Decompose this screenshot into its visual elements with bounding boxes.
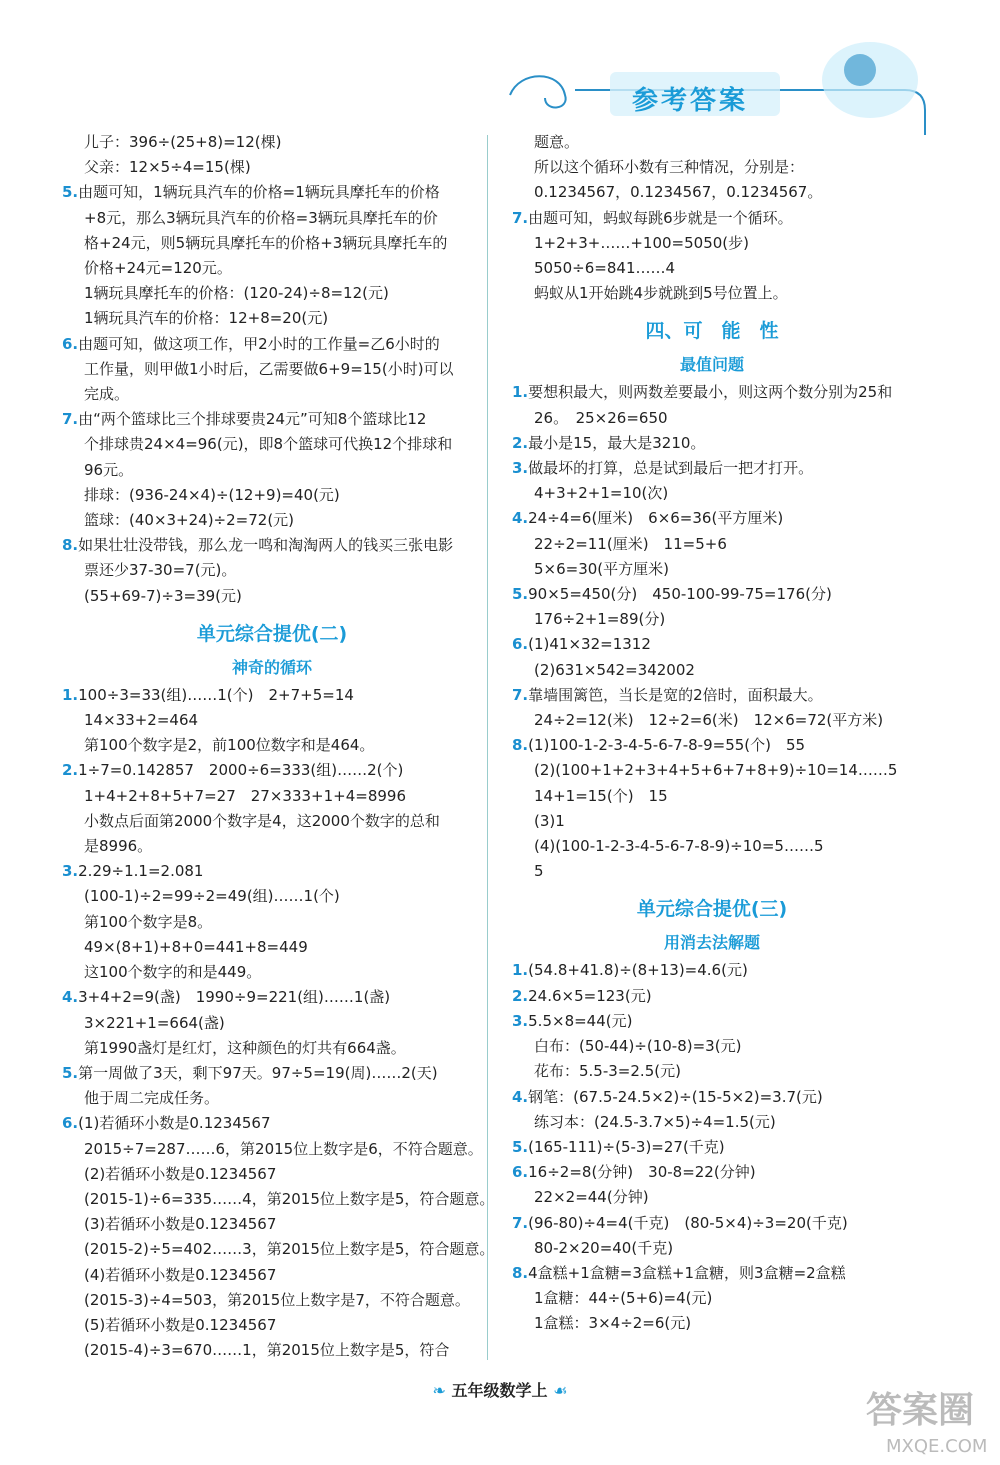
footer-label: 五年级数学上 <box>451 1381 548 1400</box>
answer-item <box>62 683 482 708</box>
answer-line: 5050÷6=841……4 <box>534 259 676 278</box>
item-text: (96-80)÷4=4(千克) (80-5×4)÷3=20(千克) <box>528 1213 848 1232</box>
answer-line: 0.1234567，0.1234567，0.1234567。 <box>534 183 823 202</box>
answer-line: 1+2+3+……+100=5050(步) <box>534 233 749 252</box>
item-number: 2. <box>512 986 529 1005</box>
page-header <box>0 0 1000 135</box>
answer-item <box>62 758 482 783</box>
answer-item <box>62 407 482 432</box>
item-number: 3. <box>62 862 79 881</box>
answer-line: 5 <box>534 862 544 881</box>
section-title: 四、可 能 性 <box>645 320 779 343</box>
answer-line: (4)(100-1-2-3-4-5-6-7-8-9)÷10=5……5 <box>534 837 824 856</box>
answer-line: 题意。 <box>534 133 580 151</box>
item-text: (1)若循环小数是0.1234567 <box>78 1114 271 1133</box>
item-number: 4. <box>512 509 529 528</box>
item-number: 1. <box>512 383 529 402</box>
item-text: 要想积最大，则两数差要最小，则这两个数分别为25和 <box>528 383 893 402</box>
item-text: 靠墙围篱笆，当长是宽的2倍时，面积最大。 <box>528 685 823 704</box>
answer-line: 1+4+2+8+5+7=27 27×333+1+4=8996 <box>84 786 407 805</box>
item-text: 4盒糕+1盒糖=3盒糕+1盒糖，则3盒糖=2盒糕 <box>528 1263 846 1282</box>
item-text: (1)100-1-2-3-4-5-6-7-8-9=55(个) 55 <box>528 736 806 755</box>
svg-text:MXQE.COM: MXQE.COM <box>886 1436 988 1457</box>
item-number: 6. <box>62 334 79 353</box>
answer-line: 第1990盏灯是红灯，这种颜色的灯共有664盏。 <box>84 1038 406 1057</box>
item-text: 90×5=450(分) 450-100-99-75=176(分) <box>528 585 832 604</box>
answer-line: 格+24元，则5辆玩具摩托车的价格+3辆玩具摩托车的 <box>84 233 448 252</box>
answer-line: (2)若循环小数是0.1234567 <box>84 1164 277 1183</box>
item-number: 5. <box>512 1137 529 1156</box>
answer-item <box>512 380 912 405</box>
answer-item <box>62 1061 482 1086</box>
item-text: 由题可知，蚂蚁每跳6步就是一个循环。 <box>528 208 793 227</box>
answer-line: 第100个数字是2，前100位数字和是464。 <box>84 736 375 755</box>
answer-item <box>512 431 912 456</box>
answer-line: 1辆玩具摩托车的价格：(120-24)÷8=12(元) <box>84 284 389 303</box>
answer-item <box>62 985 482 1010</box>
answer-line: 完成。 <box>84 385 130 404</box>
item-text: 第一周做了3天，剩下97天。97÷5=19(周)……2(天) <box>78 1063 438 1082</box>
answer-line: 儿子：396÷(25+8)=12(棵) <box>84 133 282 151</box>
answer-line: (100-1)÷2=99÷2=49(组)……1(个) <box>84 887 340 906</box>
answer-line: (2)631×542=342002 <box>534 660 695 679</box>
answer-line: 篮球：(40×3+24)÷2=72(元) <box>84 511 295 530</box>
svg-text:答案圈: 答案圈 <box>866 1390 975 1431</box>
item-number: 6. <box>512 1163 529 1182</box>
item-text: 100÷3=33(组)……1(个) 2+7+5=14 <box>78 685 354 704</box>
right-column <box>512 130 912 1337</box>
answer-line: 26。 25×26=650 <box>534 408 668 427</box>
answer-item <box>62 859 482 884</box>
watermark-logo <box>860 1372 1000 1461</box>
answer-line: 1辆玩具汽车的价格：12+8=20(元) <box>84 309 329 328</box>
answer-line: 所以这个循环小数有三种情况，分别是： <box>534 158 805 177</box>
answer-line: 价格+24元=120元。 <box>84 259 232 278</box>
answer-line: (4)若循环小数是0.1234567 <box>84 1265 277 1284</box>
left-column <box>62 130 495 1363</box>
section-title: 单元综合提优(三) <box>636 898 788 921</box>
item-text: 2.29÷1.1=2.081 <box>78 862 204 881</box>
answer-line: 22×2=44(分钟) <box>534 1188 649 1207</box>
answer-line: 1盒糖：44÷(5+6)=4(元) <box>534 1289 713 1308</box>
item-text: 24.6×5=123(元) <box>528 986 652 1005</box>
page-footer <box>0 1378 1000 1401</box>
item-number: 7. <box>512 1213 529 1232</box>
subsection-title: 用消去法解题 <box>663 933 760 953</box>
answer-line: 父亲：12×5÷4=15(棵) <box>84 158 251 177</box>
item-number: 5. <box>512 585 529 604</box>
answer-item <box>62 332 482 357</box>
answer-line: 2015÷7=287……6，第2015位上数字是6，不符合题意。 <box>84 1139 483 1158</box>
answer-item <box>512 683 912 708</box>
item-number: 8. <box>512 736 529 755</box>
item-number: 7. <box>512 685 529 704</box>
answer-line: 4+3+2+1=10(次) <box>534 484 669 503</box>
answer-line: 1盒糕：3×4÷2=6(元) <box>534 1314 692 1333</box>
answer-line: (5)若循环小数是0.1234567 <box>84 1315 277 1334</box>
header-decoration <box>0 0 1000 135</box>
answer-item <box>512 632 912 657</box>
item-text: 做最坏的打算，总是试到最后一把才打开。 <box>528 459 814 478</box>
answer-line: 49×(8+1)+8+0=441+8=449 <box>84 937 308 956</box>
answer-item <box>512 456 912 481</box>
item-text: 如果壮壮没带钱，那么龙一鸣和淘淘两人的钱买三张电影 <box>78 536 454 555</box>
item-number: 1. <box>512 961 529 980</box>
answer-item <box>512 206 912 231</box>
answer-item <box>512 1085 912 1110</box>
item-number: 8. <box>62 536 79 555</box>
item-text: 由“两个篮球比三个排球要贵24元”可知8个篮球比12 <box>78 410 427 429</box>
answer-line: 3×221+1=664(盏) <box>84 1013 225 1032</box>
item-number: 8. <box>512 1263 529 1282</box>
answer-line: 14+1=15(个) 15 <box>534 786 668 805</box>
header-title: 参考答案 <box>632 86 749 116</box>
answer-line: 个排球贵24×4=96(元)，即8个篮球可代换12个排球和 <box>84 435 453 454</box>
answer-item <box>62 180 482 205</box>
item-text: 24÷4=6(厘米) 6×6=36(平方厘米) <box>528 509 784 528</box>
item-number: 4. <box>62 988 79 1007</box>
answer-line: 排球：(936-24×4)÷(12+9)=40(元) <box>84 485 340 504</box>
answer-line: (2)(100+1+2+3+4+5+6+7+8+9)÷10=14……5 <box>534 761 898 780</box>
answer-line: (2015-3)÷4=503，第2015位上数字是7，不符合题意。 <box>84 1290 470 1309</box>
answer-line: 22÷2=11(厘米) 11=5+6 <box>534 534 727 553</box>
answer-item <box>62 533 482 558</box>
answer-line: +8元，那么3辆玩具汽车的价格=3辆玩具摩托车的价 <box>84 208 438 227</box>
answer-line: (3)若循环小数是0.1234567 <box>84 1215 277 1234</box>
item-text: 5.5×8=44(元) <box>528 1011 633 1030</box>
answer-line: 176÷2+1=89(分) <box>534 610 666 629</box>
answer-line: 第100个数字是8。 <box>84 912 213 931</box>
subsection-title: 最值问题 <box>679 355 744 375</box>
item-text: 由题可知，1辆玩具汽车的价格=1辆玩具摩托车的价格 <box>78 183 440 202</box>
answer-item <box>512 506 912 531</box>
item-text: 1÷7=0.142857 2000÷6=333(组)……2(个) <box>78 761 404 780</box>
item-text: (54.8+41.8)÷(8+13)=4.6(元) <box>528 961 748 980</box>
item-number: 6. <box>512 635 529 654</box>
answer-line: (2015-1)÷6=335……4，第2015位上数字是5，符合题意。 <box>84 1189 495 1208</box>
answer-line: (2015-2)÷5=402……3，第2015位上数字是5，符合题意。 <box>84 1240 495 1259</box>
answer-line: 是8996。 <box>84 837 153 856</box>
item-text: 钢笔：(67.5-24.5×2)÷(15-5×2)=3.7(元) <box>528 1087 823 1106</box>
answer-line: 工作量，则甲做1小时后，乙需要做6+9=15(小时)可以 <box>84 359 454 378</box>
item-number: 7. <box>512 208 529 227</box>
answer-line: 票还少37-30=7(元)。 <box>84 561 237 580</box>
item-number: 4. <box>512 1087 529 1106</box>
answer-item <box>62 1111 482 1136</box>
answer-item <box>512 1160 912 1185</box>
answer-line: (2015-4)÷3=670……1，第2015位上数字是5，符合 <box>84 1341 450 1360</box>
item-number: 3. <box>512 1011 529 1030</box>
answer-line: 14×33+2=464 <box>84 711 199 730</box>
column-divider <box>487 135 488 1360</box>
section-title: 单元综合提优(二) <box>196 622 348 645</box>
answer-line: 96元。 <box>84 460 134 479</box>
item-number: 5. <box>62 183 79 202</box>
answer-line: 蚂蚁从1开始跳4步就跳到5号位置上。 <box>534 284 788 303</box>
item-number: 1. <box>62 685 79 704</box>
answer-line: 80-2×20=40(千克) <box>534 1238 674 1257</box>
answer-line: 练习本：(24.5-3.7×5)÷4=1.5(元) <box>534 1112 776 1131</box>
item-number: 2. <box>62 761 79 780</box>
item-text: (165-111)÷(5-3)=27(千克) <box>528 1137 725 1156</box>
answer-line: 小数点后面第2000个数字是4，这2000个数字的总和 <box>84 811 440 830</box>
answer-item <box>512 582 912 607</box>
answer-item <box>512 1009 912 1034</box>
answer-line: 他于周二完成任务。 <box>84 1089 220 1108</box>
watermark <box>860 1372 1000 1461</box>
answer-item <box>512 733 912 758</box>
leaf-icon: ❧ <box>432 1381 446 1400</box>
answer-item <box>512 1211 912 1236</box>
item-text: 最小是15，最大是3210。 <box>528 433 706 452</box>
item-number: 7. <box>62 410 79 429</box>
answer-line: (55+69-7)÷3=39(元) <box>84 586 242 605</box>
answer-line: 白布：(50-44)÷(10-8)=3(元) <box>534 1037 742 1056</box>
answer-item <box>512 1135 912 1160</box>
subsection-title: 神奇的循环 <box>231 657 312 677</box>
item-number: 2. <box>512 433 529 452</box>
item-number: 5. <box>62 1063 79 1082</box>
answer-item <box>512 984 912 1009</box>
answer-line: 24÷2=12(米) 12÷2=6(米) 12×6=72(平方米) <box>534 711 884 730</box>
item-text: 3+4+2=9(盏) 1990÷9=221(组)……1(盏) <box>78 988 391 1007</box>
answer-item <box>512 1261 912 1286</box>
answer-line: 这100个数字的和是449。 <box>84 963 262 982</box>
item-text: 16÷2=8(分钟) 30-8=22(分钟) <box>528 1163 756 1182</box>
item-number: 3. <box>512 459 529 478</box>
answer-item <box>512 958 912 983</box>
item-text: 由题可知，做这项工作，甲2小时的工作量=乙6小时的 <box>78 334 440 353</box>
answer-line: (3)1 <box>534 811 565 830</box>
item-text: (1)41×32=1312 <box>528 635 651 654</box>
answer-line: 花布：5.5-3=2.5(元) <box>534 1062 681 1081</box>
answer-line: 5×6=30(平方厘米) <box>534 559 670 578</box>
item-number: 6. <box>62 1114 79 1133</box>
leaf-icon: ☙ <box>553 1381 568 1400</box>
